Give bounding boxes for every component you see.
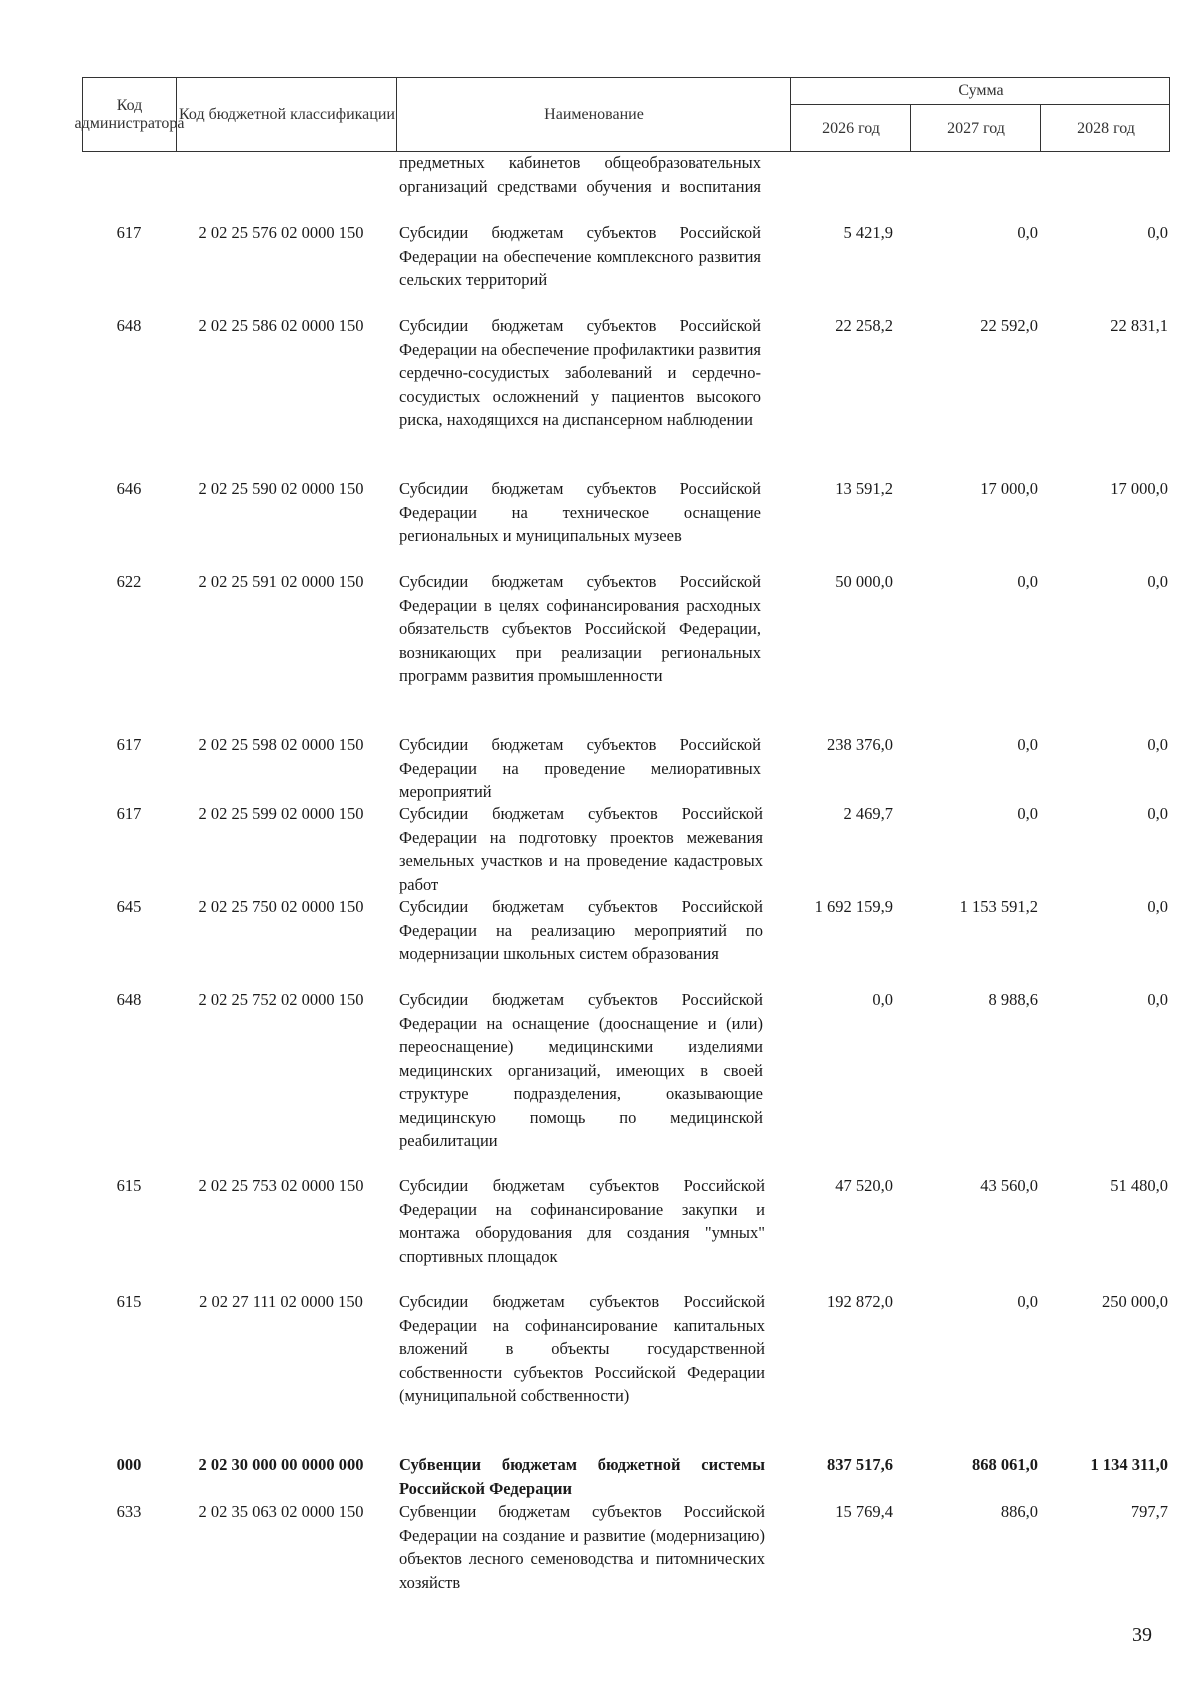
row-name: Субсидии бюджетам субъектов Российской Федерации на софинансирование капитальных вложений в объекты государственной собственности субъектов Российской Федерации (муниципальной собственности) [399,1292,765,1405]
value-2028: 250 000,0 [1102,1292,1168,1311]
value-2026: 1 692 159,9 [814,897,893,916]
budget-code: 2 02 25 752 02 0000 150 [198,990,364,1009]
value-2026: 47 520,0 [835,1176,893,1195]
admin-code: 617 [116,735,142,754]
value-2027: 0,0 [1017,735,1038,754]
row-name: Субвенции бюджетам бюджетной системы Российской Федерации [399,1455,765,1498]
value-2027: 43 560,0 [980,1176,1038,1195]
value-2028: 0,0 [1147,223,1168,242]
value-2028: 22 831,1 [1110,316,1168,335]
value-2026: 13 591,2 [835,479,893,498]
value-2027: 1 153 591,2 [959,897,1038,916]
value-2026: 22 258,2 [835,316,893,335]
value-2028: 0,0 [1147,897,1168,916]
budget-code: 2 02 27 111 02 0000 150 [199,1292,363,1311]
row-name: Субсидии бюджетам субъектов Российской Федерации на подготовку проектов межевания земельных участков и на проведение кадастровых работ [399,804,763,894]
table-header [74,77,1170,152]
admin-code: 617 [116,223,142,242]
header-admin-code: Код администратора [74,96,185,132]
admin-code: 615 [116,1292,142,1311]
row-name: Субвенции бюджетам субъектов Российской Федерации на создание и развитие (модернизацию) объектов лесного семеноводства и питомнических хозяйств [399,1502,765,1592]
admin-code: 648 [116,990,142,1009]
page-number: 39 [1132,1624,1152,1646]
row-name: Субсидии бюджетам субъектов Российской Федерации в целях софинансирования расходных обязательств субъектов Российской Федерации, возникающих при реализации региональных программ развития промышленности [399,572,761,685]
value-2027: 0,0 [1017,223,1038,242]
value-2026: 192 872,0 [827,1292,893,1311]
row-name: Субсидии бюджетам субъектов Российской Федерации на обеспечение профилактики развития сердечно-сосудистых заболеваний и сердечно-сосудистых осложнений у пациентов высокого риска, находящихся на диспансерном наблюдении [399,316,761,429]
header-year-2027: 2027 год [947,119,1005,137]
admin-code: 645 [116,897,142,916]
admin-code: 622 [116,572,142,591]
value-2026: 837 517,6 [827,1455,893,1474]
value-2028: 51 480,0 [1110,1176,1168,1195]
budget-code: 2 02 25 590 02 0000 150 [198,479,364,498]
row-name: Субсидии бюджетам субъектов Российской Федерации на проведение мелиоративных мероприятий [399,735,761,801]
row-name: Субсидии бюджетам субъектов Российской Федерации на оснащение (дооснащение и (или) переоснащение) медицинскими изделиями медицинских организаций, имеющих в своей структуре подразделения, оказывающие медицинскую помощь по медицинской реабилитации [399,990,763,1150]
value-2026: 5 421,9 [843,223,893,242]
budget-code: 2 02 35 063 02 0000 150 [198,1502,364,1521]
header-sum: Сумма [958,82,1004,99]
admin-code: 646 [116,479,142,498]
value-2027: 22 592,0 [980,316,1038,335]
value-2027: 868 061,0 [972,1455,1038,1474]
row-name: Субсидии бюджетам субъектов Российской Федерации на обеспечение комплексного развития сельских территорий [399,223,761,289]
admin-code: 000 [116,1455,142,1474]
header-name: Наименование [544,105,644,123]
value-2028: 0,0 [1147,804,1168,823]
continuation-text: предметных кабинетов общеобразовательных организаций средствами обучения и воспитания [399,153,761,196]
budget-code: 2 02 25 599 02 0000 150 [198,804,364,823]
header-year-2026: 2026 год [822,119,880,137]
value-2028: 0,0 [1147,735,1168,754]
value-2026: 15 769,4 [835,1502,893,1521]
value-2028: 797,7 [1130,1502,1168,1521]
value-2027: 0,0 [1017,804,1038,823]
value-2026: 0,0 [872,990,893,1009]
value-2027: 886,0 [1000,1502,1038,1521]
value-2027: 0,0 [1017,1292,1038,1311]
row-name: Субсидии бюджетам субъектов Российской Федерации на софинансирование закупки и монтажа оборудования для создания "умных" спортивных площадок [399,1176,765,1266]
value-2026: 238 376,0 [827,735,893,754]
admin-code: 617 [116,804,142,823]
value-2028: 1 134 311,0 [1090,1455,1168,1474]
value-2026: 50 000,0 [835,572,893,591]
budget-code: 2 02 25 598 02 0000 150 [198,735,364,754]
budget-code: 2 02 25 750 02 0000 150 [198,897,364,916]
value-2026: 2 469,7 [843,804,893,823]
value-2027: 17 000,0 [980,479,1038,498]
budget-code: 2 02 25 753 02 0000 150 [198,1176,364,1195]
value-2028: 0,0 [1147,990,1168,1009]
budget-code: 2 02 25 576 02 0000 150 [198,223,364,242]
admin-code: 615 [116,1176,142,1195]
admin-code: 648 [116,316,142,335]
value-2028: 17 000,0 [1110,479,1168,498]
budget-code: 2 02 25 591 02 0000 150 [198,572,364,591]
header-budget-code: Код бюджетной классификации [179,105,395,123]
row-name: Субсидии бюджетам субъектов Российской Федерации на реализацию мероприятий по модернизации школьных систем образования [399,897,763,963]
value-2027: 8 988,6 [988,990,1038,1009]
value-2028: 0,0 [1147,572,1168,591]
value-2027: 0,0 [1017,572,1038,591]
budget-code: 2 02 30 000 00 0000 000 [198,1455,364,1474]
budget-code: 2 02 25 586 02 0000 150 [198,316,364,335]
admin-code: 633 [116,1502,142,1521]
header-year-2028: 2028 год [1077,119,1135,137]
row-name: Субсидии бюджетам субъектов Российской Федерации на техническое оснащение региональных и муниципальных музеев [399,479,761,545]
